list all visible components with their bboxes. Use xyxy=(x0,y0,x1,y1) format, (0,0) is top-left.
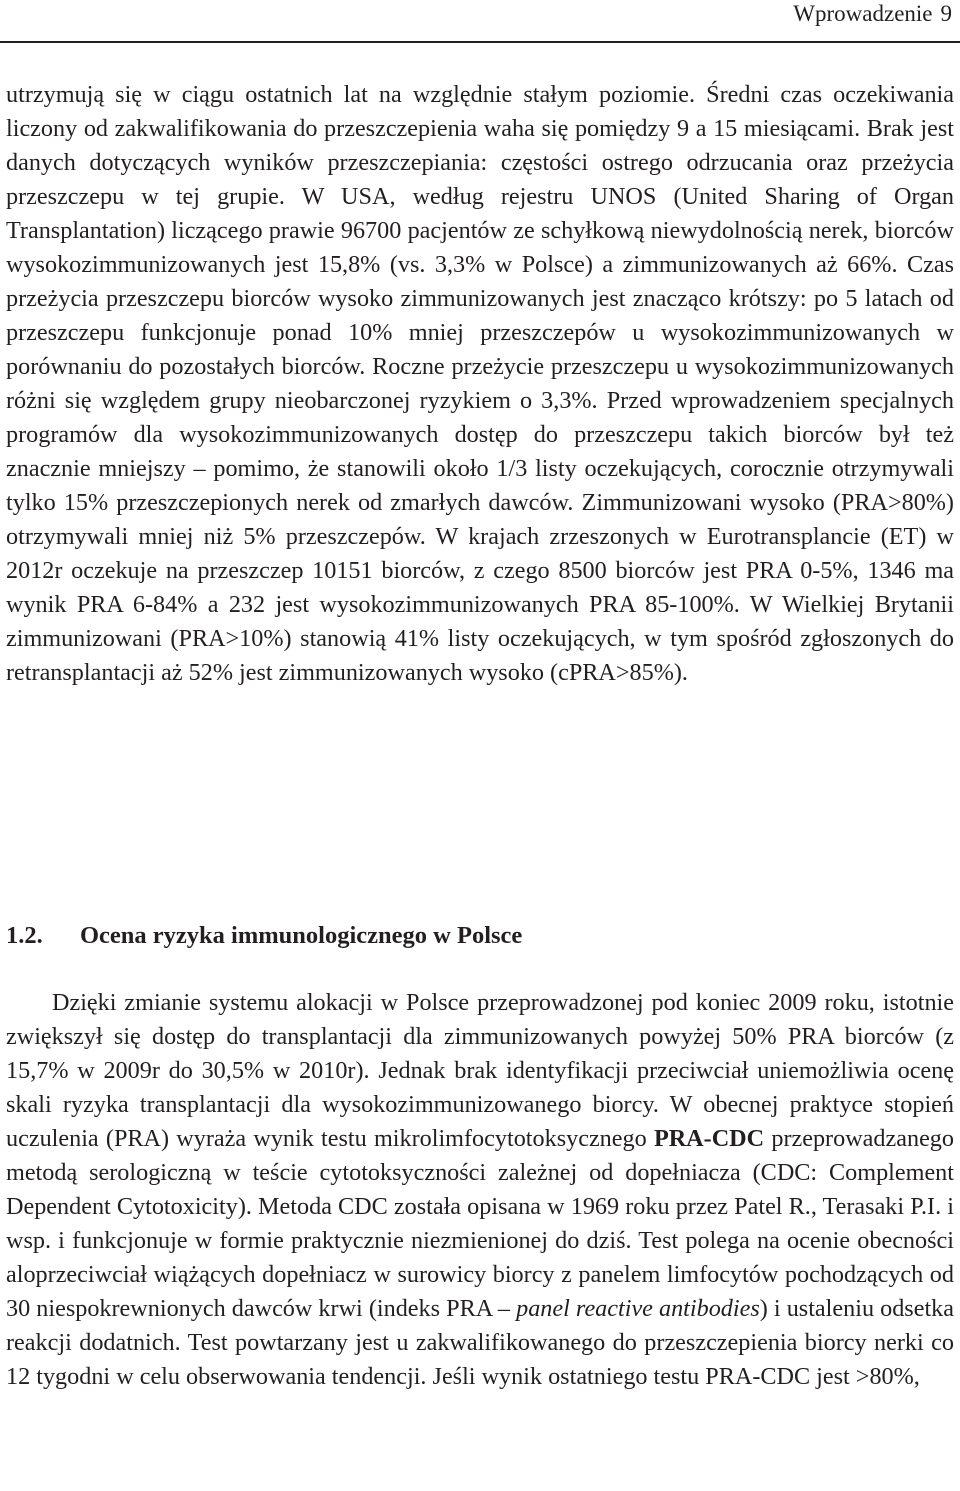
header-rule xyxy=(0,41,960,43)
paragraph-2-part-3: ) i ustaleniu odsetka reakcji dodatnich. Test powtarzany jest u zakwalifikowanego do przeszczepienia biorcy nerki co 12 tygodni w celu obserwowania tendencji. Jeśli wynik ostatniego testu PRA-CDC jest >80%, xyxy=(6,1295,954,1390)
bold-term-pra-cdc: PRA-CDC xyxy=(653,1125,765,1152)
italic-term: panel reactive antibodies xyxy=(516,1295,760,1322)
section-number: 1.2. xyxy=(6,922,43,949)
paragraph-2-part-2: przeprowadzanego metodą serologiczną w teście cytotoksyczności zależnej od dopełniacza (CDC: Complement Dependent Cytotoxicity). Metoda CDC została opisana w 1969 roku przez Patel R., Terasaki P.I. i wsp. i funkcjonuje w formie praktycznie niezmienionej do dziś. Test polega na ocenie obecności aloprzeciwciał wiążących dopełniacz w surowicy biorcy z panelem limfocytów pochodzących od 30 niespokrewnionych dawców krwi (indeks PRA – xyxy=(6,1125,954,1322)
running-header-section: Wprowadzenie xyxy=(793,1,933,26)
running-header xyxy=(793,0,952,28)
section-heading xyxy=(6,918,522,954)
body-paragraph-2 xyxy=(6,986,954,1394)
page-number: 9 xyxy=(940,1,952,26)
body-paragraph-1: utrzymują się w ciągu ostatnich lat na względnie stałym poziomie. Średni czas oczekiwania liczony od zakwalifikowania do przeszczepienia waha się pomiędzy 9 a 15 miesiącami. Brak jest danych dotyczących wyników przeszczepiania: częstości ostrego odrzucania oraz przeżycia przeszczepu w tej grupie. W USA, według rejestru UNOS (United Sharing of Organ Transplantation) liczącego prawie 96700 pacjentów ze schyłkową niewydolnością nerek, biorców wysokozimmunizowanych jest 15,8% (vs. 3,3% w Polsce) a zimmunizowanych aż 66%. Czas przeżycia przeszczepu biorców wysoko zimmunizowanych jest znacząco krótszy: po 5 latach od przeszczepu funkcjonuje ponad 10% mniej przeszczepów u wysokozimmunizowanych w porównaniu do pozostałych biorców. Roczne przeżycie przeszczepu u wysokozimmunizowanych różni się względem grupy nieobarczonej ryzykiem o 3,3%. Przed wprowadzeniem specjalnych programów dla wysokozimmunizowanych dostęp do przeszczepu takich biorców był też znacznie mniejszy – pomimo, że stanowili około 1/3 listy oczekujących, corocznie otrzymywali tylko 15% przeszczepionych nerek od zmarłych dawców. Zimmunizowani wysoko (PRA>80%) otrzymywali mniej niż 5% przeszczepów. W krajach zrzeszonych w Eurotransplancie (ET) w 2012r oczekuje na przeszczep 10151 biorców, z czego 8500 biorców jest PRA 0-5%, 1346 ma wynik PRA 6-84% a 232 jest wysokozimmunizowanych PRA 85-100%. W Wielkiej Brytanii zimmunizowani (PRA>10%) stanowią 41% listy oczekujących, w tym spośród zgłoszonych do retransplantacji aż 52% jest zimmunizowanych wysoko (cPRA>85%). xyxy=(6,81,954,686)
section-title: Ocena ryzyka immunologicznego w Polsce xyxy=(80,922,523,949)
paragraph-2-part-1: Dzięki zmianie systemu alokacji w Polsce przeprowadzonej pod koniec 2009 roku, istotnie zwiększył się dostęp do transplantacji dla zimmunizowanych powyżej 50% PRA biorców (z 15,7% w 2009r do 30,5% w 2010r). Jednak brak identyfikacji przeciwciał uniemożliwia ocenę skali ryzyka transplantacji dla wysokozimmunizowanego biorcy. W obecnej praktyce stopień uczulenia (PRA) wyraża wynik testu mikrolimfocytotoksycznego xyxy=(6,989,954,1152)
